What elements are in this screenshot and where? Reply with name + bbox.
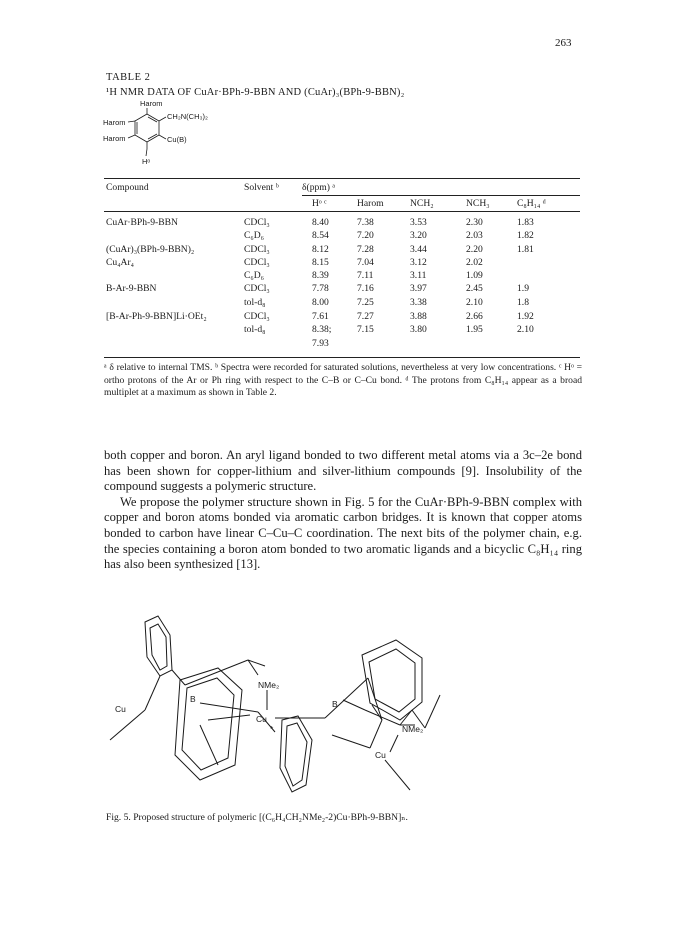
substituent-bottom-label: Cu(B) [167, 135, 187, 144]
header-nch3: NCH₃ [466, 198, 490, 209]
cell-c8h14: 1.82 [517, 230, 534, 241]
header-c8h14: C₈H₁₄ ᵈ [517, 198, 546, 209]
page-number: 263 [555, 37, 572, 49]
cu-left-label: Cu [115, 704, 126, 714]
cell-solvent: C₆D₆ [244, 230, 265, 241]
cell-solvent: C₆D₆ [244, 270, 265, 281]
cell-nch3: 2.30 [466, 217, 483, 228]
cell-nch2: 3.88 [410, 311, 427, 322]
b-right-label: B [332, 699, 338, 709]
cell-nch2: 3.97 [410, 283, 427, 294]
cell-compound: (CuAr)₃(BPh-9-BBN)₂ [106, 244, 195, 255]
header-nch2: NCH₂ [410, 198, 434, 209]
cell-h-ortho: 8.54 [312, 230, 329, 241]
cell-h-arom: 7.38 [357, 217, 374, 228]
cu-bottom-label: Cu [375, 750, 386, 760]
cell-h-ortho: 8.15 [312, 257, 329, 268]
header-h-arom: Harom [357, 198, 384, 209]
cell-c8h14: 1.8 [517, 297, 529, 308]
body-text [104, 448, 582, 573]
cell-compound: [B-Ar-Ph-9-BBN]Li·OEt₂ [106, 311, 207, 322]
cell-h-arom: 7.25 [357, 297, 374, 308]
cell-c8h14: 1.83 [517, 217, 534, 228]
b-left-label: B [190, 694, 196, 704]
header-h-ortho: Hᵒ ᶜ [312, 198, 327, 209]
cell-compound: Cu₄Ar₄ [106, 257, 135, 268]
cell-h-ortho: 8.38; [312, 324, 332, 335]
cu-mid-label: Cu [256, 714, 267, 724]
cell-nch3: 2.02 [466, 257, 483, 268]
cell-nch3: 1.95 [466, 324, 483, 335]
nme2-top-label: NMe₂ [258, 680, 280, 690]
h-ortho-label: Hᵒ [142, 157, 151, 166]
table-caption: ¹H NMR DATA OF CuAr·BPh-9-BBN AND (CuAr)₃(BPh-9-BBN)₂ [106, 87, 405, 98]
cell-nch2: 3.11 [410, 270, 427, 281]
paragraph-2: We propose the polymer structure shown in Fig. 5 for the CuAr·BPh-9-BBN complex with copper and boron atoms bonded via aromatic carbon bridges. It is known that copper atoms bonded to carbon have linear C–Cu–C coordination. The next bits of the polymer chain, e.g. the species containing a boron atom bonded to two aromatic ligands and a bicyclic C₈H₁₄ ring has also been synthesized [13]. [104, 494, 582, 572]
h-arom-top-label: Harom [140, 100, 163, 108]
cell-h-ortho: 7.93 [312, 338, 329, 349]
header-delta: δ(ppm) ᵃ [302, 182, 335, 193]
cell-nch2: 3.80 [410, 324, 427, 335]
cell-h-ortho: 8.39 [312, 270, 329, 281]
cell-c8h14: 1.92 [517, 311, 534, 322]
cell-nch3: 2.20 [466, 244, 483, 255]
cell-compound: CuAr·BPh-9-BBN [106, 217, 178, 228]
table-bottom-rule [104, 357, 580, 358]
cell-nch2: 3.12 [410, 257, 427, 268]
h-arom-left1-label: Harom [103, 118, 126, 127]
cell-c8h14: 2.10 [517, 324, 534, 335]
cell-nch3: 2.03 [466, 230, 483, 241]
h-arom-left2-label: Harom [103, 134, 126, 143]
nme2-right-label: NMe₂ [402, 724, 424, 734]
aryl-structure-diagram [100, 100, 240, 172]
table-title: TABLE 2 [106, 72, 151, 83]
cell-h-arom: 7.27 [357, 311, 374, 322]
cell-nch2: 3.20 [410, 230, 427, 241]
cell-solvent: CDCl₃ [244, 244, 270, 255]
cell-solvent: CDCl₃ [244, 311, 270, 322]
polymer-structure-figure [100, 600, 580, 800]
cell-nch2: 3.44 [410, 244, 427, 255]
cell-nch3: 2.45 [466, 283, 483, 294]
table-footnote: ᵃ δ relative to internal TMS. ᵇ Spectra were recorded for saturated solutions, nevertheless at very low concentrations. ᶜ Hᵒ = ortho protons of the Ar or Ph ring with respect to the C–B or C–Cu bond. ᵈ The protons from C₈H₁₄ appear as a broad multiplet at a maximum as shown in Table 2. [104, 362, 582, 398]
cell-c8h14: 1.9 [517, 283, 529, 294]
cell-nch3: 2.10 [466, 297, 483, 308]
cell-h-ortho: 7.78 [312, 283, 329, 294]
table-top-rule [104, 178, 580, 179]
header-solvent: Solvent ᵇ [244, 182, 279, 193]
star-marker: * [270, 724, 274, 734]
substituent-top-label: CH₂N(CH₃)₂ [167, 112, 208, 121]
cell-nch3: 2.66 [466, 311, 483, 322]
header-compound: Compound [106, 182, 149, 193]
cell-solvent: CDCl₃ [244, 257, 270, 268]
cell-compound: B-Ar-9-BBN [106, 283, 157, 294]
cell-h-arom: 7.15 [357, 324, 374, 335]
cell-h-ortho: 7.61 [312, 311, 329, 322]
cell-h-arom: 7.28 [357, 244, 374, 255]
figure-caption: Fig. 5. Proposed structure of polymeric [(C₆H₄CH₂NMe₂-2)Cu·BPh-9-BBN]ₙ. [106, 812, 408, 823]
cell-h-ortho: 8.00 [312, 297, 329, 308]
table-subheader-rule [302, 195, 580, 196]
cell-solvent: tol-d₈ [244, 324, 266, 335]
cell-nch2: 3.38 [410, 297, 427, 308]
cell-solvent: CDCl₃ [244, 217, 270, 228]
cell-h-arom: 7.04 [357, 257, 374, 268]
cell-h-arom: 7.20 [357, 230, 374, 241]
cell-c8h14: 1.81 [517, 244, 534, 255]
cell-nch2: 3.53 [410, 217, 427, 228]
cell-solvent: tol-d₈ [244, 297, 266, 308]
cell-h-arom: 7.16 [357, 283, 374, 294]
cell-nch3: 1.09 [466, 270, 483, 281]
cell-h-arom: 7.11 [357, 270, 374, 281]
table-header-rule [104, 211, 580, 212]
cell-h-ortho: 8.12 [312, 244, 329, 255]
cell-h-ortho: 8.40 [312, 217, 329, 228]
cell-solvent: CDCl₃ [244, 283, 270, 294]
paragraph-1: both copper and boron. An aryl ligand bonded to two different metal atoms via a 3c–2e bond has been shown for copper-lithium and silver-lithium compounds [9]. Insolubility of the compound suggests a polymeric structure. [104, 448, 582, 494]
